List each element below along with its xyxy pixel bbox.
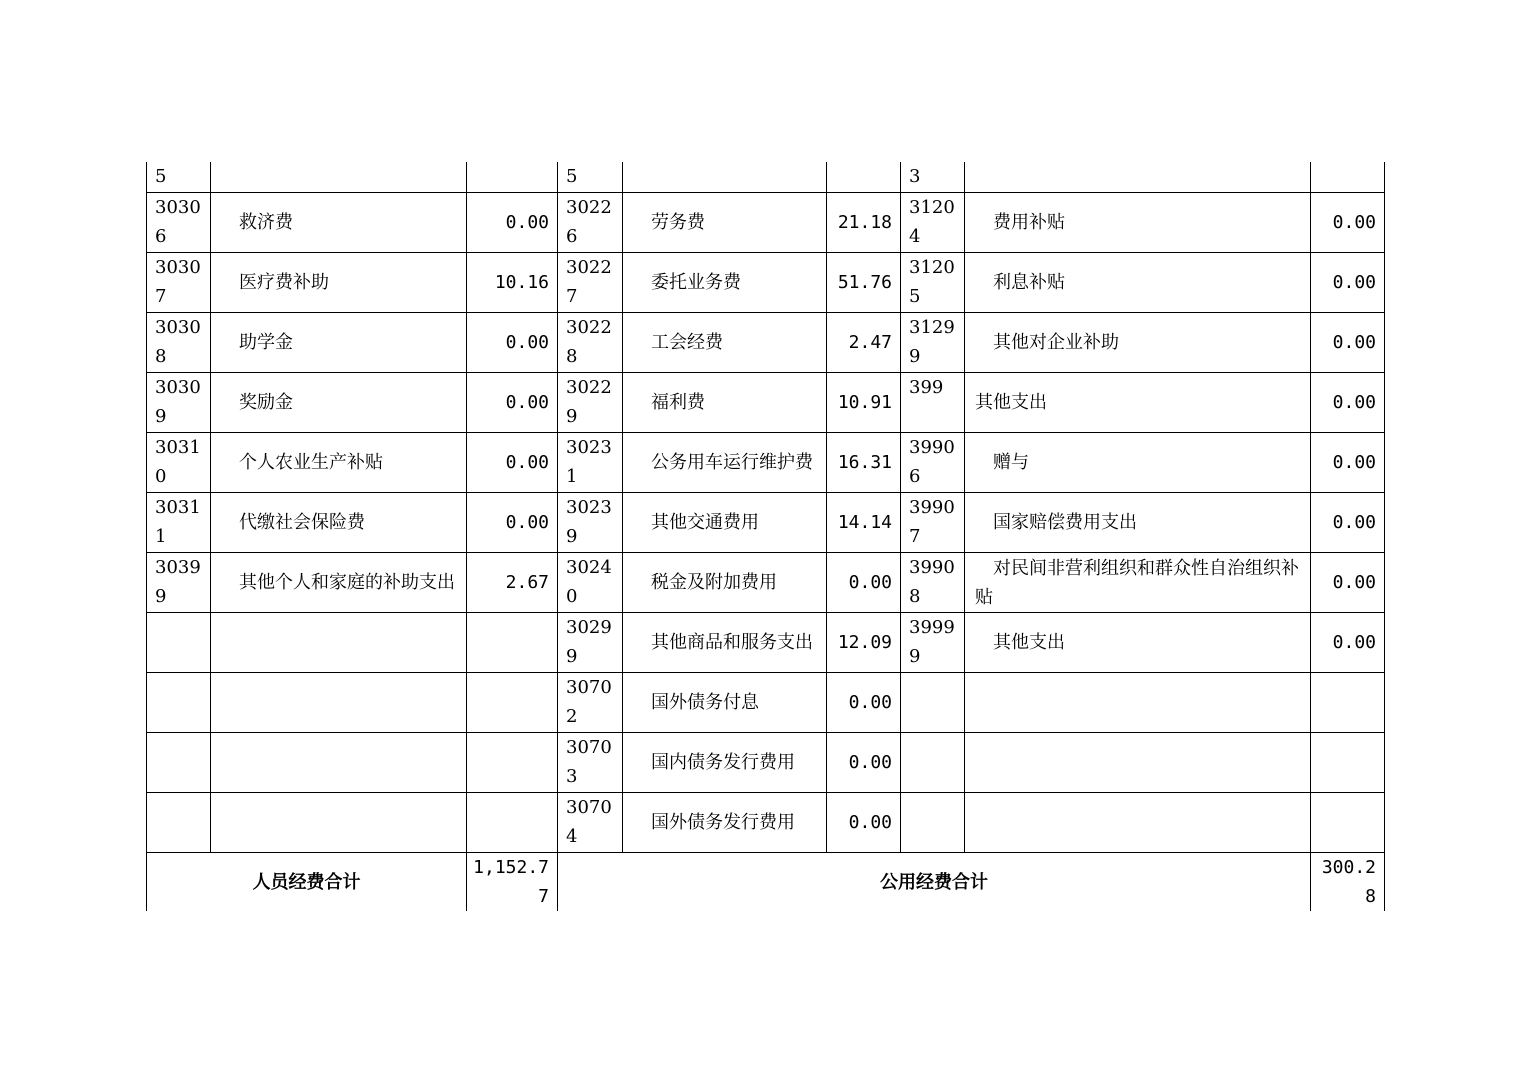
- goods-services-code-cell: 30240: [558, 553, 623, 613]
- personnel-item-name-cell: [211, 553, 467, 613]
- goods-services-item-name: 其他交通费用: [651, 512, 759, 533]
- other-amount-cell: 0.00: [1311, 613, 1385, 673]
- personnel-item-name: 助学金: [239, 332, 293, 353]
- personnel-amount-cell: 0.00: [467, 313, 558, 373]
- personnel-amount-cell: [467, 673, 558, 733]
- other-item-name: 其他对企业补助: [993, 332, 1119, 353]
- goods-services-item-name-cell: [623, 673, 827, 733]
- goods-services-amount-cell: 12.09: [827, 613, 901, 673]
- personnel-item-name: 医疗费补助: [239, 272, 329, 293]
- totals-row: [147, 853, 1385, 912]
- personnel-code-cell: 30308: [147, 313, 211, 373]
- goods-services-code-cell: 30226: [558, 193, 623, 253]
- table-row: [147, 793, 1385, 853]
- goods-services-item-name: 福利费: [651, 392, 705, 413]
- goods-services-amount-cell: 0.00: [827, 673, 901, 733]
- goods-services-amount-cell: 14.14: [827, 493, 901, 553]
- personnel-amount-cell: 10.16: [467, 253, 558, 313]
- other-item-name-cell: [965, 162, 1311, 193]
- table-row: [147, 373, 1385, 433]
- personnel-code-cell: 30307: [147, 253, 211, 313]
- goods-services-amount-cell: 2.47: [827, 313, 901, 373]
- table-row: [147, 733, 1385, 793]
- goods-services-item-name: 其他商品和服务支出: [651, 632, 813, 653]
- personnel-amount-cell: 0.00: [467, 373, 558, 433]
- personnel-amount-cell: [467, 613, 558, 673]
- goods-services-item-name-cell: [623, 493, 827, 553]
- personnel-amount-cell: 0.00: [467, 493, 558, 553]
- other-code-cell: 3: [901, 162, 965, 193]
- other-amount-cell: 0.00: [1311, 313, 1385, 373]
- goods-services-item-name: 公务用车运行维护费: [651, 452, 813, 473]
- goods-services-item-name: 劳务费: [651, 212, 705, 233]
- personnel-total-amount: 1,152.77: [467, 853, 558, 912]
- personnel-item-name-cell: [211, 253, 467, 313]
- table-row: [147, 553, 1385, 613]
- other-item-name: 对民间非营利组织和群众性自治组织补贴: [975, 557, 1299, 608]
- goods-services-code-cell: 30239: [558, 493, 623, 553]
- personnel-item-name-cell: [211, 373, 467, 433]
- personnel-item-name: 个人农业生产补贴: [239, 452, 383, 473]
- goods-services-code-cell: 30704: [558, 793, 623, 853]
- goods-services-code-cell: 30703: [558, 733, 623, 793]
- goods-services-item-name: 国外债务付息: [651, 692, 759, 713]
- table-row: [147, 313, 1385, 373]
- other-amount-cell: 0.00: [1311, 373, 1385, 433]
- other-item-name: 赠与: [993, 452, 1029, 473]
- personnel-amount-cell: [467, 733, 558, 793]
- other-code-cell: 399: [901, 373, 965, 433]
- other-item-name-cell: [965, 673, 1311, 733]
- other-item-name: 利息补贴: [993, 272, 1065, 293]
- other-amount-cell: [1311, 673, 1385, 733]
- personnel-item-name: 其他个人和家庭的补助支出: [239, 572, 455, 593]
- public-total-amount: 300.28: [1311, 853, 1385, 912]
- personnel-code-cell: [147, 613, 211, 673]
- goods-services-amount-cell: 10.91: [827, 373, 901, 433]
- personnel-item-name-cell: [211, 673, 467, 733]
- goods-services-item-name: 国外债务发行费用: [651, 812, 795, 833]
- other-code-cell: [901, 673, 965, 733]
- other-code-cell: [901, 793, 965, 853]
- goods-services-amount-cell: 21.18: [827, 193, 901, 253]
- goods-services-code-cell: 30228: [558, 313, 623, 373]
- goods-services-item-name-cell: [623, 162, 827, 193]
- goods-services-code-cell: 30299: [558, 613, 623, 673]
- goods-services-item-name-cell: [623, 613, 827, 673]
- goods-services-amount-cell: 0.00: [827, 733, 901, 793]
- personnel-amount-cell: [467, 162, 558, 193]
- other-item-name: 其他支出: [975, 392, 1047, 413]
- goods-services-amount-cell: 0.00: [827, 553, 901, 613]
- table-row: [147, 433, 1385, 493]
- personnel-item-name: 奖励金: [239, 392, 293, 413]
- goods-services-code-cell: 30227: [558, 253, 623, 313]
- other-item-name-cell: [965, 433, 1311, 493]
- personnel-item-name-cell: [211, 493, 467, 553]
- other-item-name-cell: [965, 733, 1311, 793]
- personnel-code-cell: [147, 733, 211, 793]
- public-total-label: 公用经费合计: [558, 853, 1311, 912]
- personnel-item-name-cell: [211, 613, 467, 673]
- goods-services-item-name: 工会经费: [651, 332, 723, 353]
- table-row: [147, 193, 1385, 253]
- personnel-code-cell: [147, 673, 211, 733]
- personnel-item-name-cell: [211, 433, 467, 493]
- goods-services-item-name: 国内债务发行费用: [651, 752, 795, 773]
- table-row: [147, 613, 1385, 673]
- goods-services-code-cell: 30702: [558, 673, 623, 733]
- budget-expenditure-table: [146, 162, 1385, 911]
- personnel-item-name-cell: [211, 313, 467, 373]
- personnel-item-name-cell: [211, 162, 467, 193]
- personnel-amount-cell: [467, 793, 558, 853]
- personnel-item-name-cell: [211, 733, 467, 793]
- goods-services-item-name: 税金及附加费用: [651, 572, 777, 593]
- goods-services-item-name-cell: [623, 253, 827, 313]
- other-code-cell: [901, 733, 965, 793]
- other-item-name: 国家赔偿费用支出: [993, 512, 1137, 533]
- other-item-name-cell: [965, 193, 1311, 253]
- personnel-code-cell: 30311: [147, 493, 211, 553]
- personnel-item-name: 代缴社会保险费: [239, 512, 365, 533]
- personnel-code-cell: 30306: [147, 193, 211, 253]
- table-body: [147, 162, 1385, 853]
- table-row: [147, 162, 1385, 193]
- personnel-amount-cell: 2.67: [467, 553, 558, 613]
- other-item-name-cell: [965, 493, 1311, 553]
- goods-services-item-name-cell: [623, 733, 827, 793]
- other-item-name-cell: [965, 313, 1311, 373]
- personnel-amount-cell: 0.00: [467, 433, 558, 493]
- personnel-code-cell: 30310: [147, 433, 211, 493]
- table-row: [147, 673, 1385, 733]
- other-code-cell: 31204: [901, 193, 965, 253]
- goods-services-item-name-cell: [623, 193, 827, 253]
- other-code-cell: 39906: [901, 433, 965, 493]
- personnel-total-label: 人员经费合计: [147, 853, 467, 912]
- other-item-name: 费用补贴: [993, 212, 1065, 233]
- personnel-code-cell: 30309: [147, 373, 211, 433]
- other-amount-cell: 0.00: [1311, 433, 1385, 493]
- other-amount-cell: [1311, 733, 1385, 793]
- other-amount-cell: 0.00: [1311, 193, 1385, 253]
- other-item-name-cell: [965, 793, 1311, 853]
- other-item-name-cell: [965, 613, 1311, 673]
- goods-services-code-cell: 30229: [558, 373, 623, 433]
- table-row: [147, 493, 1385, 553]
- other-item-name-cell: [965, 253, 1311, 313]
- other-item-name: 其他支出: [993, 632, 1065, 653]
- goods-services-item-name-cell: [623, 433, 827, 493]
- goods-services-item-name-cell: [623, 313, 827, 373]
- personnel-amount-cell: 0.00: [467, 193, 558, 253]
- other-amount-cell: 0.00: [1311, 253, 1385, 313]
- other-item-name-cell: [965, 553, 1311, 613]
- other-code-cell: 39999: [901, 613, 965, 673]
- personnel-code-cell: 5: [147, 162, 211, 193]
- other-amount-cell: [1311, 162, 1385, 193]
- other-code-cell: 31205: [901, 253, 965, 313]
- personnel-item-name-cell: [211, 193, 467, 253]
- goods-services-amount-cell: 0.00: [827, 793, 901, 853]
- other-code-cell: 31299: [901, 313, 965, 373]
- goods-services-item-name-cell: [623, 373, 827, 433]
- other-amount-cell: 0.00: [1311, 553, 1385, 613]
- goods-services-code-cell: 5: [558, 162, 623, 193]
- table-row: [147, 253, 1385, 313]
- other-code-cell: 39907: [901, 493, 965, 553]
- goods-services-item-name-cell: [623, 553, 827, 613]
- personnel-item-name: 救济费: [239, 212, 293, 233]
- goods-services-amount-cell: [827, 162, 901, 193]
- other-amount-cell: 0.00: [1311, 493, 1385, 553]
- goods-services-item-name: 委托业务费: [651, 272, 741, 293]
- other-amount-cell: [1311, 793, 1385, 853]
- goods-services-amount-cell: 16.31: [827, 433, 901, 493]
- goods-services-code-cell: 30231: [558, 433, 623, 493]
- personnel-item-name-cell: [211, 793, 467, 853]
- goods-services-item-name-cell: [623, 793, 827, 853]
- personnel-code-cell: 30399: [147, 553, 211, 613]
- goods-services-amount-cell: 51.76: [827, 253, 901, 313]
- personnel-code-cell: [147, 793, 211, 853]
- other-item-name-cell: [965, 373, 1311, 433]
- other-code-cell: 39908: [901, 553, 965, 613]
